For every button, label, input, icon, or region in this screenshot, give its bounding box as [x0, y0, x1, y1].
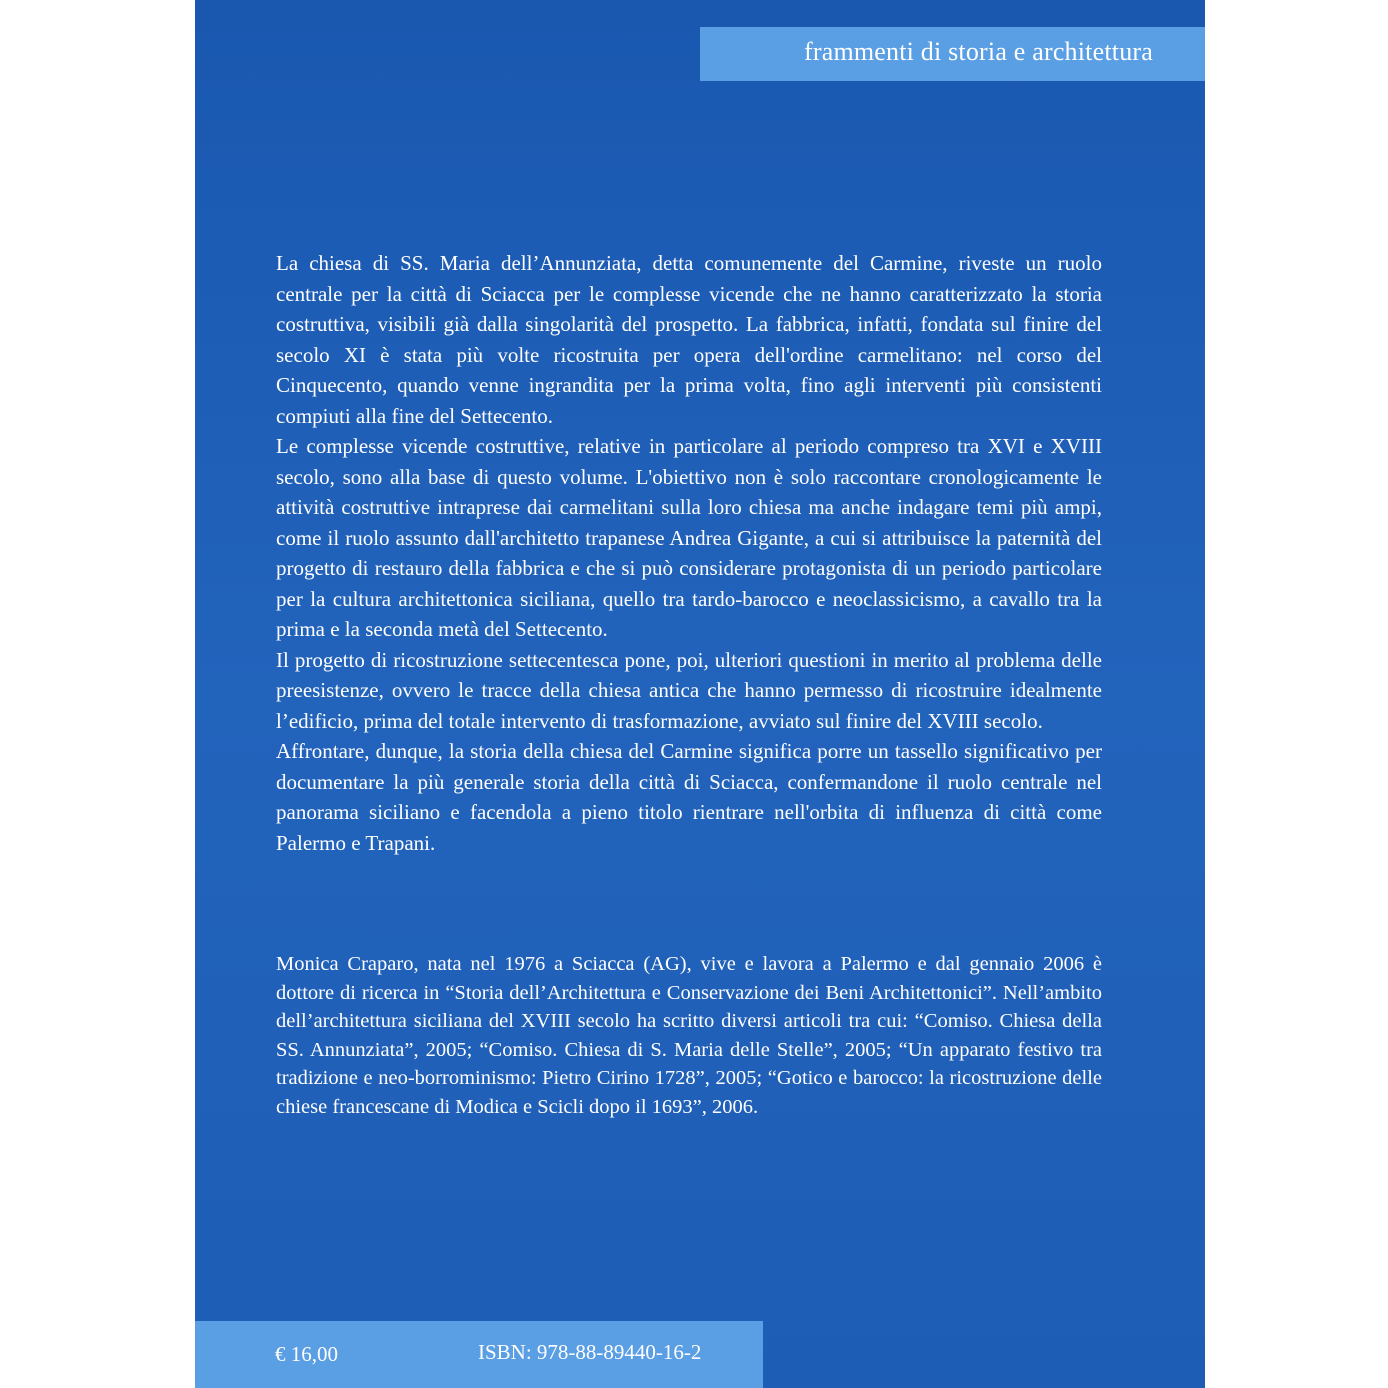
- isbn-label: ISBN: 978-88-89440-16-2: [478, 1340, 702, 1364]
- blurb-paragraph: La chiesa di SS. Maria dell’Annunziata, detta comunemente del Carmine, riveste un ruolo centrale per la città di Sciacca per le complesse vicende che ne hanno caratterizzato la storia costruttiva, visibili già dalla singolarità del prospetto. La fabbrica, infatti, fondata sul finire del secolo XI è stata più volte ricostruita per opera dell'ordine carmelitano: nel corso del Cinquecento, quando venne ingrandita per la prima volta, fino agli interventi più consistenti compiuti alla fine del Settecento.: [276, 251, 1102, 428]
- blurb-text: [276, 248, 1102, 858]
- author-bio: [276, 950, 1102, 1121]
- price-banner: [195, 1321, 763, 1388]
- author-bio-text: Monica Craparo, nata nel 1976 a Sciacca (AG), vive e lavora a Palermo e dal gennaio 2006 è dottore di ricerca in “Storia dell’Architettura e Conservazione dei Beni Architettonici”. Nell’ambito dell’architettura siciliana del XVIII secolo ha scritto diversi articoli tra cui: “Comiso. Chiesa della SS. Annunziata”, 2005; “Comiso. Chiesa di S. Maria delle Stelle”, 2005; “Un apparato festivo tra tradizione e neo-borrominismo: Pietro Cirino 1728”, 2005; “Gotico e barocco: la ricostruzione delle chiese francescane di Modica e Scicli dopo il 1693”, 2006.: [276, 953, 1102, 1118]
- price-label: € 16,00: [275, 1342, 338, 1366]
- blurb-paragraph: Le complesse vicende costruttive, relative in particolare al periodo compreso tra XVI e XVIII secolo, sono alla base di questo volume. L'obiettivo non è solo raccontare cronologicamente le attività costruttive intraprese dai carmelitani sulla loro chiesa ma anche indagare temi più ampi, come il ruolo assunto dall'architetto trapanese Andrea Gigante, a cui si attribuisce la paternità del progetto di restauro della fabbrica e che si può considerare protagonista di un periodo particolare per la cultura architettonica siciliana, quello tra tardo-barocco e neoclassicismo, a cavallo tra la prima e la seconda metà del Settecento.: [276, 434, 1102, 641]
- book-back-cover: [195, 0, 1205, 1388]
- blurb-paragraph: Il progetto di ricostruzione settecentesca pone, poi, ulteriori questioni in merito al problema delle preesistenze, ovvero le tracce della chiesa antica che hanno permesso di ricostruire idealmente l’edificio, prima del totale intervento di trasformazione, avviato sul finire del XVIII secolo.: [276, 647, 1102, 733]
- blurb-paragraph: Affrontare, dunque, la storia della chiesa del Carmine significa porre un tassello significativo per documentare la più generale storia della città di Sciacca, confermandone il ruolo centrale nel panorama siciliano e facendola a pieno titolo rientrare nell'orbita di influenza di città come Palermo e Trapani.: [276, 739, 1102, 855]
- series-banner: [700, 27, 1205, 81]
- series-title: frammenti di storia e architettura: [804, 37, 1153, 66]
